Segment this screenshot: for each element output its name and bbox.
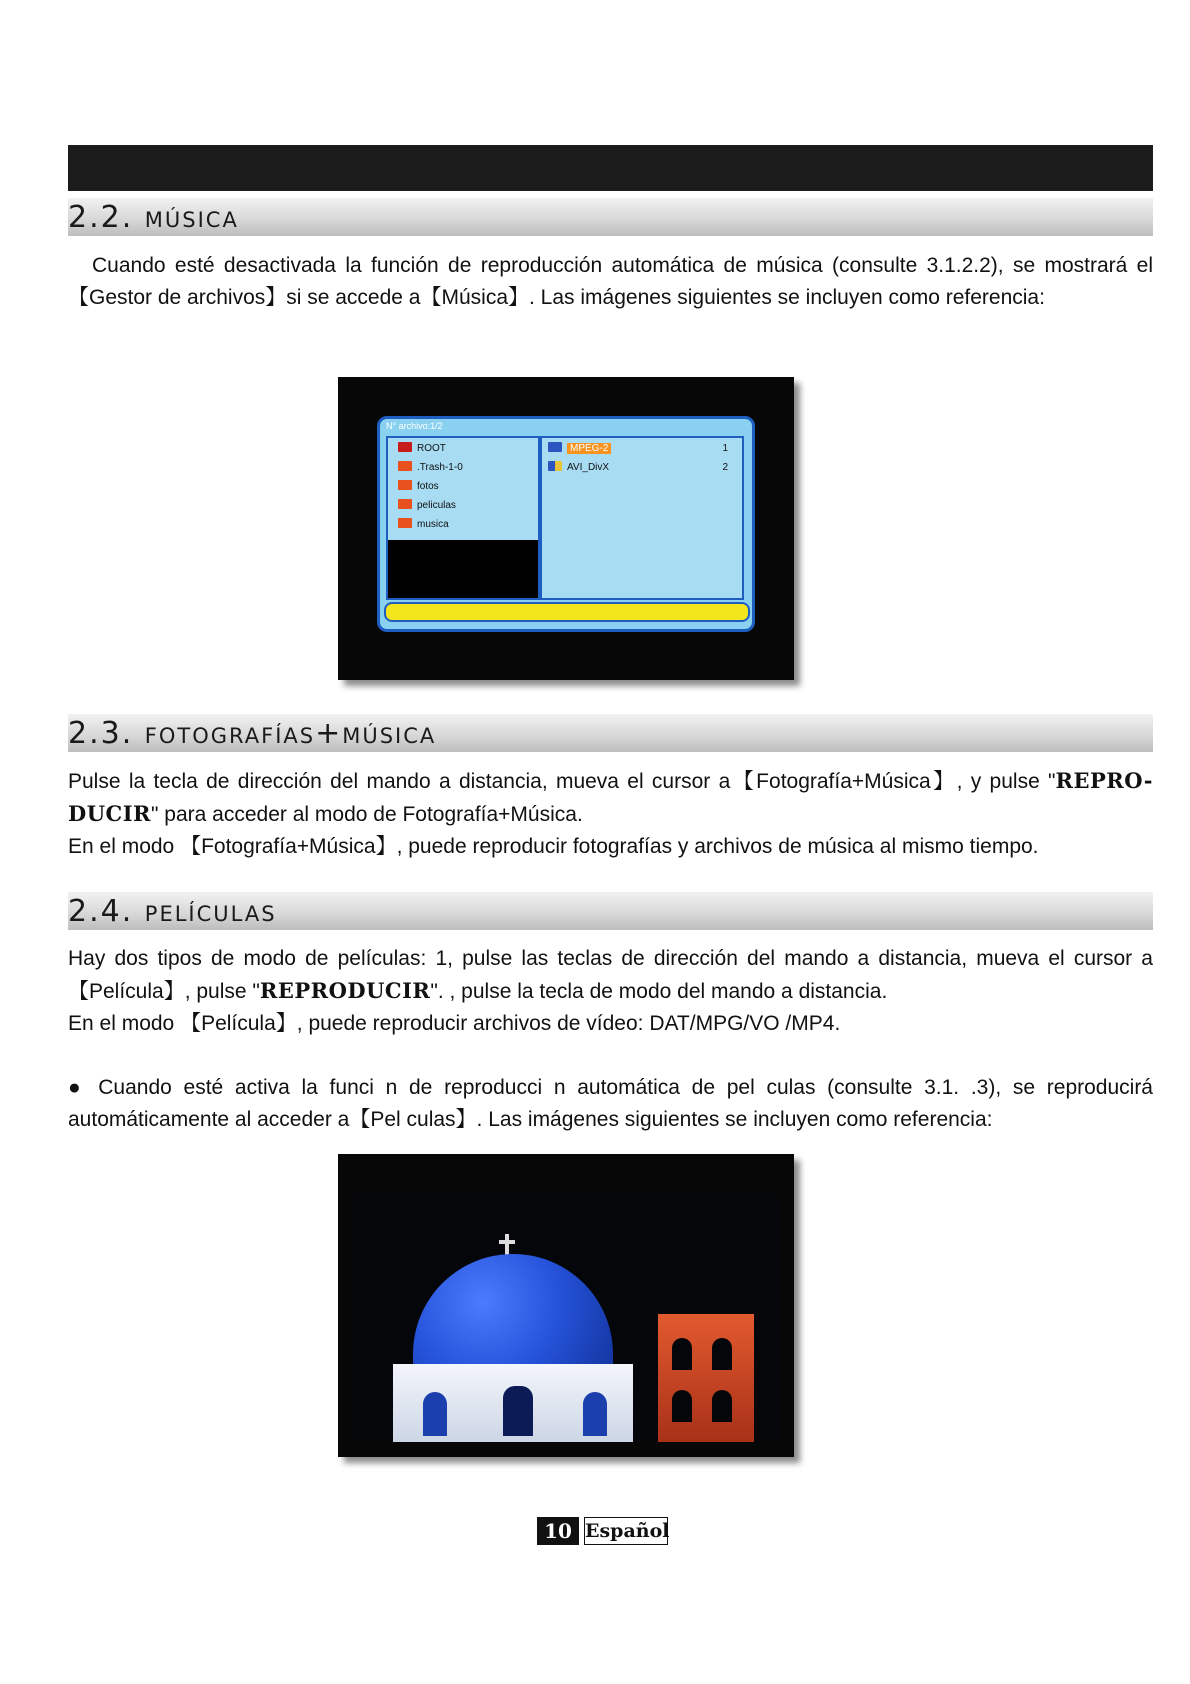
- church-photo: [338, 1154, 794, 1457]
- bell-arch: [712, 1338, 732, 1370]
- paragraph-peliculas: [68, 943, 1153, 1136]
- photo-background: [353, 1194, 779, 1442]
- paragraph-text: En el modo 【Película】, puede reproducir archivos de vídeo: DAT/MPG/VO /MP4.: [68, 1012, 841, 1035]
- file-row-mpeg2[interactable]: MPEG-2 1: [548, 442, 734, 456]
- section-title: 2.3. fotografías+música: [68, 716, 437, 751]
- folder-icon: [398, 480, 412, 490]
- section-title: 2.4. películas: [68, 894, 277, 929]
- paragraph-text: Pulse la tecla de dirección del mando a distancia, mueva el cursor a【Fotografía+Música】, y pulse "REPRO-DUCIR" para acceder al modo de Fotografía+Música.: [68, 768, 1153, 826]
- paragraph-text: Cuando esté desactivada la función de reproducción automática de música (consulte 3.1.2.2), se mostrará el【Gestor de archivos】si se accede a【Música】. Las imágenes siguientes se incluyen como referencia:: [68, 254, 1153, 309]
- file-manager-title: N° archivo:1/2: [386, 421, 443, 431]
- folder-item-musica[interactable]: musica: [398, 518, 449, 532]
- page-language: Español: [584, 1517, 668, 1545]
- arch-door: [503, 1386, 533, 1436]
- status-bar: [384, 602, 750, 622]
- file-manager-window: [377, 416, 755, 632]
- folder-open-icon: [398, 499, 412, 509]
- folder-item-trash[interactable]: .Trash-1-0: [398, 461, 463, 475]
- cross-shape: [499, 1240, 515, 1244]
- file-panel: [540, 436, 744, 600]
- folder-item-root[interactable]: ROOT: [398, 442, 446, 456]
- section-header-musica: [68, 198, 1153, 236]
- folder-icon: [398, 461, 412, 471]
- video-folder-icon: [548, 461, 562, 471]
- file-row-avi-divx[interactable]: AVI_DivX 2: [548, 461, 734, 475]
- page-number: 10: [537, 1517, 579, 1545]
- folder-item-peliculas[interactable]: peliculas: [398, 499, 456, 513]
- bell-arch: [672, 1338, 692, 1370]
- arch-window: [423, 1392, 447, 1436]
- section-title: 2.2. música: [68, 200, 239, 235]
- paragraph-musica: [68, 250, 1153, 314]
- folder-icon: [398, 518, 412, 528]
- paragraph-text: Hay dos tipos de modo de películas: 1, pulse las teclas de dirección del mando a distancia, mueva el cursor a【Película】, pulse "REPRODUCIR". , pulse la tecla de modo del mando a distancia.: [68, 947, 1153, 1003]
- file-manager-screenshot: [338, 377, 794, 680]
- folder-icon: [398, 442, 412, 452]
- bell-arch: [712, 1390, 732, 1422]
- folder-list: [388, 438, 538, 540]
- bell-arch: [672, 1390, 692, 1422]
- paragraph-text: ● Cuando esté activa la funci n de reproducci n automática de pel culas (consulte 3.1. .3), se reproducirá automáticamente al acceder a【Pel culas】. Las imágenes siguientes se incluyen como referencia:: [68, 1076, 1153, 1131]
- section-header-fotomusica: [68, 714, 1153, 752]
- paragraph-text: En el modo 【Fotografía+Música】, puede reproducir fotografías y archivos de música al mismo tiempo.: [68, 835, 1039, 858]
- folder-item-fotos[interactable]: fotos: [398, 480, 439, 494]
- folder-panel: [386, 436, 540, 600]
- top-header-bar: [68, 145, 1153, 191]
- bell-tower: [658, 1314, 754, 1442]
- section-header-peliculas: [68, 892, 1153, 930]
- arch-window: [583, 1392, 607, 1436]
- video-folder-icon: [548, 442, 562, 452]
- paragraph-fotomusica: [68, 765, 1153, 863]
- cross-shape: [505, 1234, 509, 1256]
